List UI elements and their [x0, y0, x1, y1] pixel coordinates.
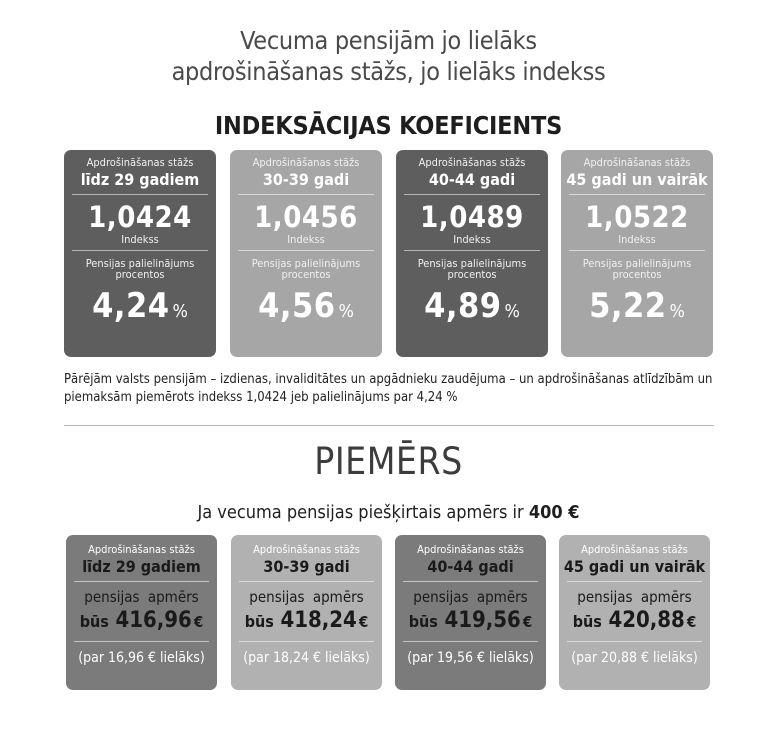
card-divider	[238, 250, 374, 251]
card-percent-value: 4,24	[92, 286, 170, 326]
card-divider	[72, 194, 208, 195]
card-label: Apdrošināšanas stāžs	[86, 156, 194, 169]
example-card-amount-label: pensijas apmērs	[577, 588, 692, 606]
section-title: INDEKSĀCIJAS KOEFICIENTS	[214, 111, 563, 140]
card-index-label: Indekss	[453, 233, 491, 246]
card-age-range: līdz 29 gadiem	[80, 170, 200, 189]
example-card-label: Apdrošināšanas stāžs	[88, 543, 195, 556]
example-card-amount-label: pensijas apmērs	[249, 588, 364, 606]
example-card-divider	[567, 581, 702, 582]
example-card-amount	[231, 608, 382, 635]
example-subtitle	[0, 502, 777, 523]
section-divider	[64, 425, 714, 426]
card-divider	[569, 250, 705, 251]
example-card-prefix: būs	[244, 612, 274, 631]
example-card-amount-value: 420,88	[608, 608, 685, 633]
example-title: PIEMĒRS	[314, 440, 463, 483]
example-card-2	[231, 535, 382, 690]
card-divider	[404, 194, 540, 195]
card-index-label: Indekss	[618, 233, 656, 246]
card-percent	[230, 288, 382, 330]
card-percent	[396, 288, 548, 330]
index-cards	[64, 150, 714, 360]
card-increase-label: Pensijas palielinājums procentos	[85, 257, 195, 281]
index-card-3	[396, 150, 548, 357]
example-card-delta: (par 20,88 € lielāks)	[571, 650, 698, 666]
card-index-value: 1,0424	[88, 200, 192, 234]
card-increase-label: Pensijas palielinājums procentos	[417, 257, 527, 281]
card-divider	[404, 250, 540, 251]
card-divider	[72, 250, 208, 251]
example-card-label: Apdrošināšanas stāžs	[581, 543, 688, 556]
example-card-prefix: būs	[572, 612, 602, 631]
headline-line-1: Vecuma pensijām jo lielāks	[240, 26, 537, 55]
example-card-currency: €	[686, 613, 697, 631]
card-percent-value: 5,22	[589, 286, 667, 326]
example-card-amount-label: pensijas apmērs	[413, 588, 528, 606]
index-card-4	[561, 150, 713, 357]
card-percent	[64, 288, 216, 330]
card-label: Apdrošināšanas stāžs	[418, 156, 526, 169]
example-card-prefix: būs	[79, 612, 109, 631]
example-card-label: Apdrošināšanas stāžs	[417, 543, 524, 556]
card-age-range: 45 gadi un vairāk	[566, 170, 708, 189]
card-divider	[238, 194, 374, 195]
card-divider	[569, 194, 705, 195]
card-index-value: 1,0522	[585, 200, 689, 234]
index-card-2	[230, 150, 382, 357]
note-line-1: Pārējām valsts pensijām – izdienas, invaliditātes un apgādnieku zaudējuma – un apdrošināšanas atlīdzībām un	[64, 372, 713, 387]
example-card-currency: €	[522, 613, 533, 631]
example-card-3	[395, 535, 546, 690]
example-card-divider	[403, 641, 538, 642]
card-increase-label: Pensijas palielinājums procentos	[251, 257, 361, 281]
example-card-amount-value: 416,96	[115, 608, 192, 633]
card-index-label: Indekss	[121, 233, 159, 246]
example-card-delta: (par 19,56 € lielāks)	[407, 650, 534, 666]
example-card-divider	[74, 641, 209, 642]
card-increase-label: Pensijas palielinājums procentos	[582, 257, 692, 281]
example-card-divider	[403, 581, 538, 582]
example-card-age-range: 30-39 gadi	[263, 557, 350, 576]
example-card-currency: €	[193, 613, 204, 631]
card-percent-unit: %	[172, 301, 188, 322]
card-index-value: 1,0489	[420, 200, 524, 234]
example-card-delta: (par 18,24 € lielāks)	[243, 650, 370, 666]
card-percent-unit: %	[338, 301, 354, 322]
note-line-2: piemaksām piemērots indekss 1,0424 jeb palielinājums par 4,24 %	[64, 390, 458, 405]
card-percent-value: 4,89	[424, 286, 502, 326]
example-card-divider	[239, 641, 374, 642]
card-label: Apdrošināšanas stāžs	[583, 156, 691, 169]
headline-line-2: apdrošināšanas stāžs, jo lielāks indekss	[171, 57, 606, 86]
example-card-amount	[66, 608, 217, 635]
example-card-divider	[74, 581, 209, 582]
example-card-age-range: līdz 29 gadiem	[82, 557, 201, 576]
example-card-divider	[239, 581, 374, 582]
example-subtitle-amount: 400 €	[528, 502, 580, 523]
example-card-4	[559, 535, 710, 690]
example-card-amount-label: pensijas apmērs	[84, 588, 199, 606]
example-card-divider	[567, 641, 702, 642]
example-card-currency: €	[358, 613, 369, 631]
headline	[0, 25, 777, 87]
example-card-age-range: 45 gadi un vairāk	[563, 557, 706, 576]
card-label: Apdrošināšanas stāžs	[252, 156, 360, 169]
card-age-range: 30-39 gadi	[262, 170, 350, 189]
card-percent-unit: %	[504, 301, 520, 322]
example-card-label: Apdrošināšanas stāžs	[253, 543, 360, 556]
index-card-1	[64, 150, 216, 357]
example-card-amount	[395, 608, 546, 635]
example-subtitle-text: Ja vecuma pensijas piešķirtais apmērs ir	[197, 502, 524, 523]
card-age-range: 40-44 gadi	[428, 170, 516, 189]
example-card-age-range: 40-44 gadi	[427, 557, 514, 576]
example-card-amount	[559, 608, 710, 635]
example-cards	[66, 535, 712, 695]
card-index-value: 1,0456	[254, 200, 358, 234]
example-card-1	[66, 535, 217, 690]
example-card-delta: (par 16,96 € lielāks)	[78, 650, 205, 666]
card-percent	[561, 288, 713, 330]
card-index-label: Indekss	[287, 233, 325, 246]
card-percent-unit: %	[669, 301, 685, 322]
other-pensions-note	[64, 371, 724, 407]
example-card-prefix: būs	[408, 612, 438, 631]
example-card-amount-value: 418,24	[280, 608, 357, 633]
example-card-amount-value: 419,56	[444, 608, 521, 633]
card-percent-value: 4,56	[258, 286, 336, 326]
